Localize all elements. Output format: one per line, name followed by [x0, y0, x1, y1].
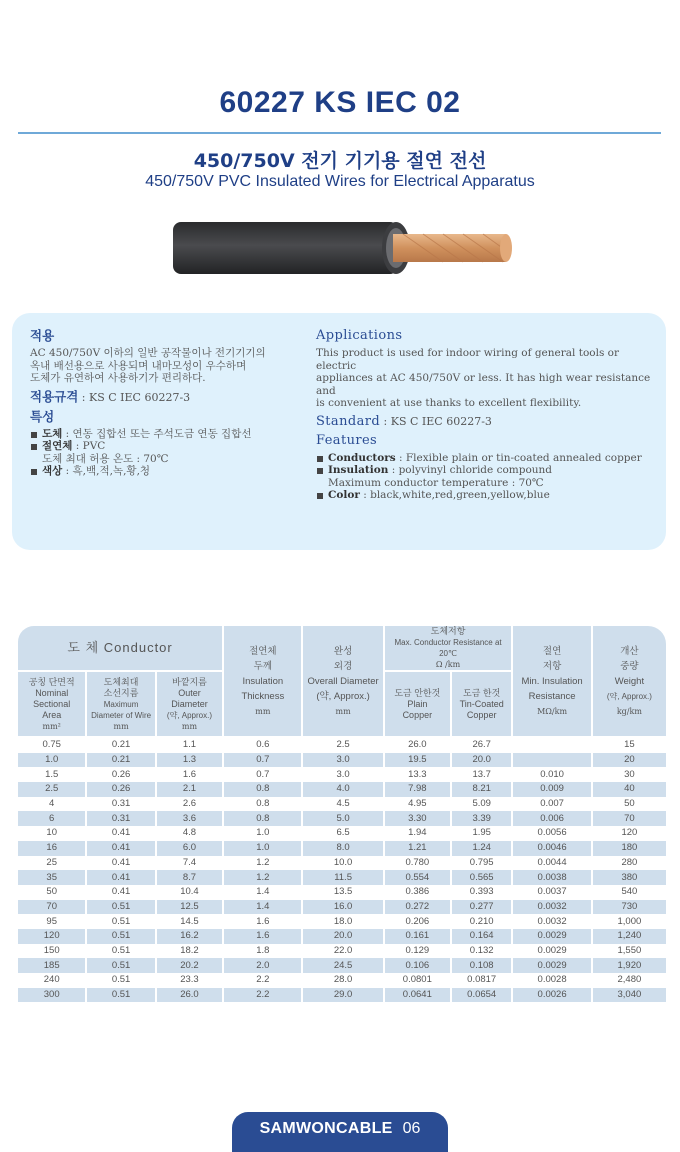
table-cell: 50	[46, 886, 57, 898]
table-cell: 180	[593, 841, 666, 856]
table-row	[18, 782, 666, 797]
table-cell: 0.0032	[513, 900, 590, 915]
table-cell: 19.5	[385, 753, 450, 768]
table-row	[18, 826, 666, 841]
header-line: (약, Approx.)	[606, 691, 652, 701]
header-unit: mm	[335, 706, 351, 716]
table-cell: 8.0	[303, 841, 382, 856]
table-cell: 380	[593, 870, 666, 885]
table-cell: 1.5	[45, 768, 59, 780]
applications-heading-en: Applications	[316, 328, 403, 343]
table-cell: 3.30	[385, 811, 450, 826]
feature-item	[316, 477, 661, 490]
table-cell: 0.41	[111, 827, 131, 839]
table-cell: 95	[46, 915, 57, 927]
features-heading-ko: 특성	[30, 408, 55, 424]
table-cell: 0.393	[469, 886, 494, 898]
table-cell: 0.0028	[537, 974, 567, 986]
table-cell: 1.0	[18, 753, 85, 768]
header-unit: mm²	[42, 721, 61, 731]
table-cell: 0.7	[256, 768, 270, 780]
page-number: 06	[402, 1120, 421, 1137]
table-cell: 0.0044	[537, 856, 567, 868]
table-cell: 0.565	[452, 870, 511, 885]
feature-label: Conductors	[328, 451, 396, 464]
header-unit: mm	[255, 706, 271, 716]
header-tin	[452, 672, 511, 738]
table-cell: 0.206	[405, 915, 430, 927]
table-cell: 0.554	[385, 870, 450, 885]
table-cell: 10.4	[180, 886, 199, 898]
table-row	[18, 856, 666, 871]
header-line: 도금 안한것	[394, 687, 441, 698]
table-cell: 14.5	[180, 915, 199, 927]
table-cell: 7.98	[385, 782, 450, 797]
table-cell: 0.0046	[513, 841, 590, 856]
subtitle-korean: 450/750V 전기 기기용 절연 전선	[193, 150, 487, 172]
header-line: Diameter	[171, 698, 208, 709]
table-cell: 16.2	[157, 929, 222, 944]
table-cell: 0.41	[111, 856, 131, 868]
table-row	[18, 797, 666, 812]
table-cell: 4.95	[408, 798, 427, 810]
table-cell: 3.39	[452, 811, 511, 826]
table-cell: 0.007	[540, 798, 564, 810]
table-cell: 0.161	[385, 929, 450, 944]
header-line: 공칭 단면적	[28, 676, 75, 687]
table-row	[18, 885, 666, 900]
feature-value: : Flexible plain or tin-coated annealed copper	[395, 451, 642, 464]
header-plain	[385, 672, 450, 738]
header-unit: mm	[113, 721, 129, 731]
table-cell: 0.8	[224, 811, 301, 826]
table-cell: 0.51	[111, 915, 131, 927]
table-cell: 26.0	[157, 988, 222, 1003]
table-cell: 25	[46, 856, 57, 868]
applications-line: AC 450/750V 이하의 일반 공작물이나 전기기기의	[30, 347, 266, 359]
table-cell: 20.2	[157, 958, 222, 973]
table-cell: 0.006	[513, 811, 590, 826]
table-cell: 0.0038	[513, 870, 590, 885]
feature-item	[316, 452, 661, 465]
header-line: Nominal	[35, 687, 69, 698]
header-line: Insulation	[242, 675, 284, 687]
table-cell: 1.0	[224, 841, 301, 856]
table-cell: 0.0817	[467, 974, 497, 986]
table-cell: 240	[43, 974, 60, 986]
table-row	[18, 929, 666, 944]
table-cell: 3.0	[336, 768, 350, 780]
table-cell: 1.95	[472, 827, 491, 839]
table-cell: 20.0	[303, 929, 382, 944]
table-cell: 0.26	[87, 782, 154, 797]
table-cell: 0.7	[224, 753, 301, 768]
title-divider	[18, 132, 661, 134]
table-cell: 1.0	[256, 827, 270, 839]
table-cell: 20	[593, 753, 666, 768]
info-english	[316, 328, 661, 502]
table-cell: 0.75	[42, 739, 61, 751]
table-cell: 0.132	[469, 944, 494, 956]
table-cell: 0.51	[111, 974, 131, 986]
table-cell: 1.24	[452, 841, 511, 856]
table-cell: 8.21	[452, 782, 511, 797]
table-cell: 0.009	[513, 782, 590, 797]
table-cell: 16	[18, 841, 85, 856]
table-cell: 2.5	[18, 782, 85, 797]
header-line: Plain	[407, 698, 428, 709]
table-cell: 0.31	[87, 811, 154, 826]
table-cell: 0.21	[87, 753, 154, 768]
table-row	[18, 870, 666, 885]
table-cell: 11.5	[303, 870, 382, 885]
table-cell: 30	[624, 768, 635, 780]
table-cell	[513, 753, 590, 768]
header-overall	[303, 626, 382, 738]
header-line: Area	[42, 709, 62, 720]
table-cell: 0.41	[111, 886, 131, 898]
header-line: 바깥지름	[172, 676, 207, 687]
feature-value: : 연동 집합선 또는 주석도금 연동 집합선	[62, 427, 252, 440]
table-row	[18, 958, 666, 973]
standard-value: : KS C IEC 60227-3	[380, 414, 492, 428]
table-cell: 0.26	[111, 768, 131, 780]
table-cell: 5.0	[303, 811, 382, 826]
header-line: (약, Approx.)	[166, 710, 212, 720]
table-cell: 0.164	[452, 929, 511, 944]
header-resistance	[385, 626, 512, 672]
header-line: 개산	[620, 645, 639, 657]
table-cell: 2.2	[224, 988, 301, 1003]
feature-label: 색상	[42, 465, 63, 477]
table-row	[18, 900, 666, 915]
header-unit: kg/km	[616, 706, 642, 716]
feature-value: : PVC	[72, 440, 106, 452]
header-line: Resistance	[528, 690, 576, 702]
table-cell: 2.1	[157, 782, 222, 797]
header-line: Sectional	[33, 698, 71, 709]
applications-line: This product is used for indoor wiring of general tools or electric	[316, 347, 620, 372]
table-cell: 29.0	[303, 988, 382, 1003]
table-cell: 1.2	[256, 856, 270, 868]
table-cell: 730	[593, 900, 666, 915]
table-cell: 4	[49, 798, 55, 810]
table-cell: 0.21	[111, 739, 131, 751]
table-row	[18, 811, 666, 826]
table-cell: 2,480	[617, 974, 642, 986]
table-row	[18, 753, 666, 768]
applications-line: appliances at AC 450/750V or less. It has high wear resistance and	[316, 372, 651, 397]
table-cell: 4.8	[182, 827, 197, 839]
table-cell: 0.0029	[513, 929, 590, 944]
table-cell: 0.010	[540, 768, 564, 780]
features-list-en	[316, 452, 661, 502]
table-cell: 16.0	[303, 900, 382, 915]
feature-item	[30, 453, 310, 466]
footer-tab	[232, 1112, 448, 1152]
feature-value: : polyvinyl chloride compound	[388, 464, 553, 476]
info-korean	[30, 328, 310, 478]
table-cell: 0.51	[87, 988, 154, 1003]
standard-value: : KS C IEC 60227-3	[78, 390, 191, 404]
table-cell: 1.6	[256, 915, 270, 927]
header-line: 중량	[620, 660, 639, 672]
table-cell: 13.7	[472, 768, 491, 780]
table-cell: 1.2	[224, 870, 301, 885]
table-row	[18, 738, 666, 753]
table-cell: 0.0029	[537, 944, 567, 956]
table-cell: 0.0801	[402, 974, 432, 986]
table-cell: 1.8	[256, 944, 270, 956]
page-title: 60227 KS IEC 02	[219, 86, 461, 119]
table-cell: 1.4	[256, 886, 270, 898]
table-cell: 1,240	[593, 929, 666, 944]
table-cell: 0.51	[87, 900, 154, 915]
table-cell: 0.0654	[452, 988, 511, 1003]
cable-image	[168, 222, 518, 274]
table-cell: 0.51	[87, 929, 154, 944]
feature-label: 절연체	[42, 440, 73, 452]
table-cell: 0.0029	[513, 958, 590, 973]
table-cell	[513, 738, 590, 753]
applications-line: is convenient at use thanks to excellent flexibility.	[316, 397, 582, 409]
feature-value: : black,white,red,green,yellow,blue	[359, 489, 550, 501]
header-weight	[593, 626, 666, 738]
feature-item	[316, 489, 661, 502]
table-cell: 13.3	[408, 768, 427, 780]
table-cell: 7.4	[182, 856, 197, 868]
table-cell: 0.277	[452, 900, 511, 915]
table-cell: 0.272	[385, 900, 450, 915]
table-cell: 0.41	[87, 841, 154, 856]
subtitle-english: 450/750V PVC Insulated Wires for Electrical Apparatus	[145, 173, 535, 190]
header-line: 소선지름	[103, 687, 139, 698]
feature-label: Color	[328, 489, 360, 501]
header-max-wire	[87, 672, 154, 738]
table-cell: 28.0	[333, 974, 353, 986]
table-row	[18, 973, 666, 988]
table-cell: 1.6	[224, 929, 301, 944]
table-cell: 26.0	[408, 739, 427, 751]
header-line: Weight	[614, 675, 645, 687]
table-cell: 120	[18, 929, 85, 944]
applications-line: 도체가 유연하여 사용하기가 편리하다.	[30, 372, 206, 384]
header-line: 절연체	[249, 645, 277, 657]
table-cell: 0.8	[224, 782, 301, 797]
table-cell: 1,000	[617, 915, 642, 927]
applications-text-ko	[30, 347, 310, 385]
table-cell: 0.6	[256, 739, 270, 751]
header-line: 두께	[253, 660, 272, 672]
header-unit: MΩ/km	[537, 706, 568, 716]
table-cell: 5.09	[472, 798, 491, 810]
table-cell: 1.3	[157, 753, 222, 768]
header-unit: mm	[181, 721, 198, 731]
table-cell: 24.5	[303, 958, 382, 973]
header-nominal	[18, 672, 85, 738]
applications-line: 옥내 배선용으로 사용되며 내마모성이 우수하며	[30, 359, 247, 372]
table-cell: 2.5	[336, 739, 350, 751]
feature-item	[30, 465, 310, 478]
table-row	[18, 988, 666, 1003]
header-line: 도체최대	[103, 676, 139, 687]
features-list-ko	[30, 428, 310, 478]
table-cell: 22.0	[333, 944, 353, 956]
table-cell: 280	[621, 856, 638, 868]
table-cell: 13.5	[333, 886, 353, 898]
table-cell: 3.0	[303, 753, 382, 768]
table-cell: 540	[621, 886, 638, 898]
table-cell: 1.1	[182, 739, 197, 751]
applications-heading-ko: 적용	[30, 328, 55, 343]
table-cell: 0.795	[469, 856, 494, 868]
header-line: Copper	[466, 709, 497, 720]
table-cell: 3.6	[157, 811, 222, 826]
header-line: Maximum	[103, 699, 139, 709]
table-row	[18, 914, 666, 929]
table-cell: 6.5	[336, 827, 350, 839]
standard-en	[316, 414, 661, 430]
feature-item	[30, 440, 310, 453]
header-min-insulation	[513, 626, 590, 738]
table-cell: 1.4	[224, 900, 301, 915]
header-line: 절연	[542, 645, 562, 657]
table-cell: 23.3	[180, 974, 199, 986]
table-cell: 300	[18, 988, 85, 1003]
table-cell: 35	[18, 870, 85, 885]
feature-value: : 흑,백,적,녹,황,청	[62, 465, 151, 477]
feature-value: 도체 최대 허용 온도 : 70℃	[42, 452, 169, 465]
feature-label: 도체	[42, 427, 63, 440]
table-cell: 0.386	[405, 886, 430, 898]
table-cell: 0.8	[256, 798, 270, 810]
table-row	[18, 841, 666, 856]
header-outer	[157, 672, 222, 738]
standard-label: 적용규격	[30, 388, 79, 404]
header-conductor: 도 체 Conductor	[18, 626, 222, 672]
table-cell: 50	[624, 798, 635, 810]
table-cell: 0.108	[452, 958, 511, 973]
table-cell: 120	[621, 827, 638, 839]
header-insulation	[224, 626, 301, 738]
table-cell: 1,550	[617, 944, 642, 956]
table-cell: 6	[18, 811, 85, 826]
header-line: Min. Insulation	[521, 675, 583, 687]
header-line: Tin-Coated	[459, 698, 504, 709]
feature-item	[316, 464, 661, 477]
header-line: Copper	[402, 709, 433, 720]
table-cell: 70	[593, 811, 666, 826]
table-cell: 1.6	[182, 768, 197, 780]
table-cell: 0.51	[87, 958, 154, 973]
table-cell: 0.0056	[537, 827, 567, 839]
table-cell: 70	[18, 900, 85, 915]
header-line: 외경	[333, 660, 353, 672]
header-line: Overall Diameter	[307, 675, 379, 687]
table-row	[18, 767, 666, 782]
table-cell: 150	[43, 944, 60, 956]
table-cell: 12.5	[157, 900, 222, 915]
table-cell: 0.41	[87, 870, 154, 885]
table-cell: 0.51	[111, 944, 131, 956]
feature-value: Maximum conductor temperature : 70℃	[328, 476, 544, 489]
table-cell: 0.31	[111, 798, 131, 810]
table-cell: 185	[18, 958, 85, 973]
header-line: Diameter of Wire	[91, 710, 152, 720]
table-cell: 0.106	[385, 958, 450, 973]
table-cell: 0.0032	[537, 915, 567, 927]
table-cell: 0.210	[469, 915, 494, 927]
standard-label: Standard	[316, 413, 381, 429]
spec-table-body	[18, 738, 666, 1002]
table-cell: 2.2	[256, 974, 270, 986]
table-cell: 0.129	[405, 944, 430, 956]
table-cell: 10.0	[333, 856, 353, 868]
features-heading-en: Features	[316, 432, 378, 448]
table-cell: 3,040	[593, 988, 666, 1003]
info-panel	[12, 313, 666, 550]
table-cell: 1.21	[385, 841, 450, 856]
table-cell: 4.0	[303, 782, 382, 797]
header-line: 도체저항	[430, 626, 466, 636]
table-cell: 1.94	[408, 827, 427, 839]
table-cell: 2.0	[224, 958, 301, 973]
feature-item	[30, 428, 310, 441]
applications-text-en	[316, 347, 661, 410]
table-cell: 0.0037	[537, 886, 567, 898]
table-cell: 18.2	[180, 944, 199, 956]
table-cell: 15	[624, 739, 635, 751]
table-cell: 0.780	[405, 856, 430, 868]
table-cell: 8.7	[157, 870, 222, 885]
header-line: 저항	[542, 660, 562, 672]
header-line: (약, Approx.)	[316, 690, 370, 702]
table-cell: 26.7	[472, 739, 491, 751]
table-cell: 18.0	[333, 915, 353, 927]
spec-table	[16, 626, 668, 1002]
header-line: Outer	[178, 687, 201, 698]
feature-label: Insulation	[328, 464, 389, 476]
header-line: 완성	[333, 645, 353, 657]
table-cell: 0.0026	[513, 988, 590, 1003]
header-line: Max. Conductor Resistance at 20℃	[394, 638, 502, 658]
standard-ko	[30, 389, 310, 406]
table-cell: 40	[593, 782, 666, 797]
table-cell: 1,920	[593, 958, 666, 973]
table-cell: 4.5	[336, 798, 350, 810]
table-row	[18, 944, 666, 959]
table-cell: 20.0	[452, 753, 511, 768]
header-unit: Ω /km	[435, 660, 461, 669]
table-cell: 0.0641	[385, 988, 450, 1003]
header-line: 도금 한것	[463, 687, 501, 698]
header-line: Thickness	[241, 690, 285, 702]
table-cell: 2.6	[182, 798, 197, 810]
footer-brand: SAMWONCABLE	[259, 1120, 393, 1137]
table-cell: 10	[46, 827, 57, 839]
table-cell: 6.0	[157, 841, 222, 856]
